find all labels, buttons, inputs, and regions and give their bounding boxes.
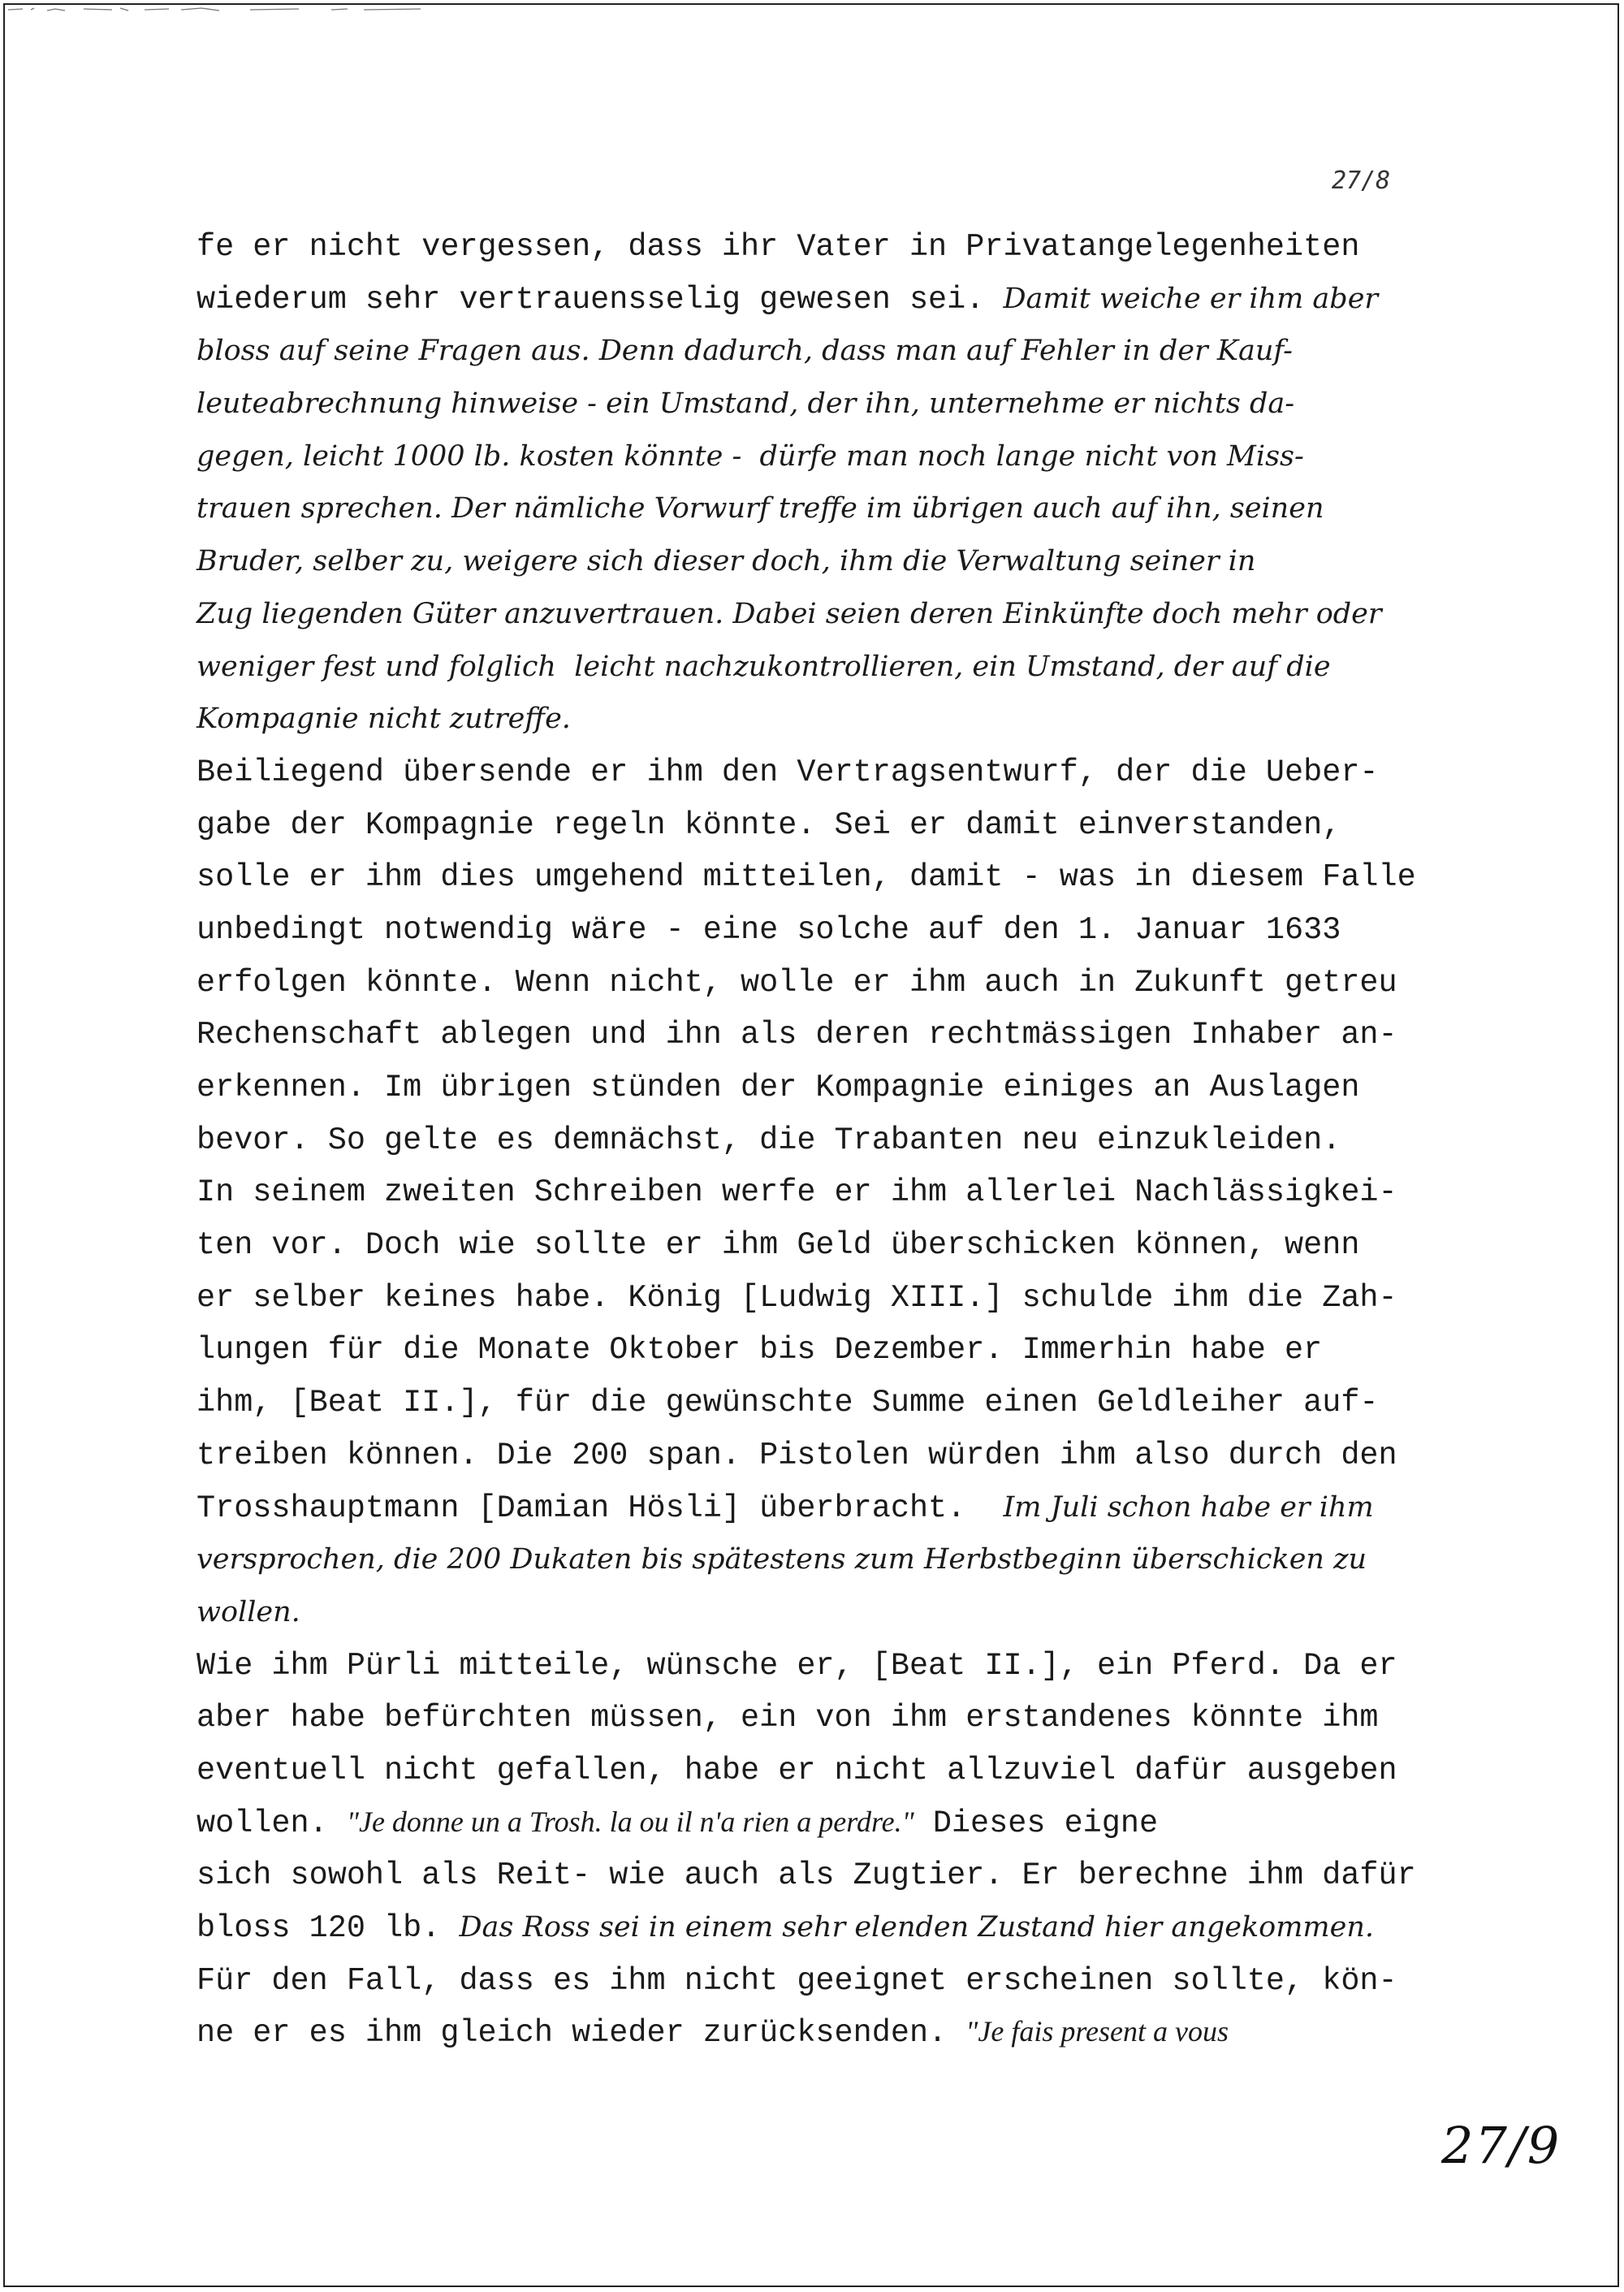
typed-text: Dieses eigne — [914, 1805, 1159, 1841]
text-line — [197, 482, 1496, 534]
text-line — [197, 1217, 1496, 1270]
typed-text: bloss 120 lb. — [197, 1910, 460, 1946]
text-line — [197, 1322, 1496, 1375]
text-line — [197, 1690, 1496, 1743]
text-line — [197, 955, 1496, 1008]
handwritten-text: gegen, leicht 1000 lb. kosten könnte - dürfe man noch lange nicht von Miss- — [197, 439, 1304, 473]
typed-text: treiben können. Die 200 span. Pistolen würden ihm also durch den — [197, 1437, 1397, 1473]
typed-text: gabe der Kompagnie regeln könnte. Sei er damit einverstanden, — [197, 807, 1341, 843]
text-line — [197, 745, 1496, 798]
text-line — [197, 1060, 1496, 1113]
text-line — [197, 324, 1496, 377]
handwritten-text: versprochen, die 200 Dukaten bis spätestens zum Herbstbeginn überschicken zu — [197, 1543, 1367, 1576]
handwritten-text: Das Ross sei in einem sehr elenden Zustand hier angekommen. — [459, 1911, 1374, 1944]
text-line — [197, 692, 1496, 745]
typed-text: Beiliegend übersende er ihm den Vertragsentwurf, der die Ueber- — [197, 754, 1379, 790]
text-line — [197, 430, 1496, 482]
text-line — [197, 798, 1496, 850]
handwritten-text: leuteabrechnung hinweise - ein Umstand, der ihn, unternehme er nichts da- — [197, 387, 1295, 421]
typed-text: bevor. So gelte es demnächst, die Trabanten neu einzukleiden. — [197, 1122, 1341, 1158]
text-line — [197, 534, 1496, 587]
handwritten-text: Kompagnie nicht zutreffe. — [197, 703, 571, 736]
typed-text: fe er nicht vergessen, dass ihr Vater in Privatangelegenheiten — [197, 229, 1360, 265]
text-line — [197, 1428, 1496, 1481]
text-line — [197, 1481, 1496, 1533]
typed-text: solle er ihm dies umgehend mitteilen, damit - was in diesem Falle — [197, 859, 1416, 896]
document-body — [197, 219, 1496, 2058]
text-line — [197, 272, 1496, 325]
text-line — [197, 640, 1496, 693]
handwritten-text: Bruder, selber zu, weigere sich dieser doch, ihm die Verwaltung seiner in — [197, 545, 1256, 578]
text-line — [197, 850, 1496, 902]
text-line — [197, 1953, 1496, 2006]
typed-text: ne er es ihm gleich wieder zurücksenden. — [197, 2015, 966, 2052]
text-line — [197, 1796, 1496, 1849]
handwritten-text: Damit weiche er ihm aber — [1003, 282, 1379, 315]
text-line — [197, 1638, 1496, 1691]
text-line — [197, 1007, 1496, 1060]
page-number: 27/8 — [1332, 166, 1391, 195]
text-line — [197, 1270, 1496, 1323]
typed-text: Trosshauptmann [Damian Hösli] überbracht. — [197, 1490, 1004, 1526]
text-line — [197, 1375, 1496, 1428]
text-line — [197, 219, 1496, 272]
handwritten-text: weniger fest und folglich leicht nachzukontrollieren, ein Umstand, der auf die — [197, 650, 1331, 683]
handwritten-text: Zug liegenden Güter anzuvertrauen. Dabei seien deren Einkünfte doch mehr oder — [197, 597, 1382, 630]
text-line — [197, 1743, 1496, 1796]
typed-text: Für den Fall, dass es ihm nicht geeignet erscheinen sollte, kön- — [197, 1962, 1397, 1999]
typed-text: lungen für die Monate Oktober bis Dezember. Immerhin habe er — [197, 1332, 1323, 1369]
handwritten-text: bloss auf seine Fragen aus. Denn dadurch, dass man auf Fehler in der Kauf- — [197, 335, 1293, 368]
typed-text: wollen. — [197, 1805, 347, 1841]
text-line — [197, 1585, 1496, 1638]
handwritten-folio-number: 27/9 — [1441, 2116, 1561, 2175]
typed-text: eventuell nicht gefallen, habe er nicht allzuviel dafür ausgeben — [197, 1752, 1397, 1788]
typed-text: aber habe befürchten müssen, ein von ihm erstandenes könnte ihm — [197, 1700, 1379, 1736]
text-line — [197, 1165, 1496, 1217]
typed-text: er selber keines habe. König [Ludwig XIII.] schulde ihm die Zah- — [197, 1279, 1397, 1316]
text-line — [197, 1848, 1496, 1901]
text-line — [197, 1113, 1496, 1165]
typed-text: sich sowohl als Reit- wie auch als Zugtier. Er berechne ihm dafür — [197, 1857, 1416, 1894]
handwritten-text: trauen sprechen. Der nämliche Vorwurf treffe im übrigen auch auf ihn, seinen — [197, 492, 1324, 525]
text-line — [197, 1901, 1496, 1953]
typed-text: Rechenschaft ablegen und ihn als deren rechtmässigen Inhaber an- — [197, 1017, 1397, 1053]
typed-text: erkennen. Im übrigen stünden der Kompagnie einiges an Auslagen — [197, 1070, 1360, 1105]
typed-text: unbedingt notwendig wäre - eine solche auf den 1. Januar 1633 — [197, 911, 1341, 948]
typed-text: Wie ihm Pürli mitteile, wünsche er, [Beat II.], ein Pferd. Da er — [197, 1647, 1397, 1684]
french-quote-text: "Je fais present a vous — [965, 2015, 1229, 2048]
typed-text: In seinem zweiten Schreiben werfe er ihm allerlei Nachlässigkei- — [197, 1174, 1397, 1211]
text-line — [197, 902, 1496, 955]
french-quote-text: "Je donne un a Trosh. la ou il n'a rien a perdre." — [346, 1805, 914, 1838]
text-line — [197, 377, 1496, 430]
handwritten-text: Im Juli schon habe er ihm — [1003, 1490, 1374, 1524]
typed-text: ten vor. Doch wie sollte er ihm Geld überschicken können, wenn — [197, 1227, 1360, 1264]
text-line — [197, 1533, 1496, 1585]
typed-text: ihm, [Beat II.], für die gewünschte Summe einen Geldleiher auf- — [197, 1385, 1379, 1421]
text-line — [197, 587, 1496, 640]
typed-text: erfolgen könnte. Wenn nicht, wolle er ihm auch in Zukunft getreu — [197, 964, 1397, 1001]
handwritten-text: wollen. — [197, 1595, 300, 1628]
scan-artifact — [6, 5, 429, 13]
text-line — [197, 2005, 1496, 2058]
typed-text: wiederum sehr vertrauensselig gewesen sei. — [197, 281, 1004, 318]
